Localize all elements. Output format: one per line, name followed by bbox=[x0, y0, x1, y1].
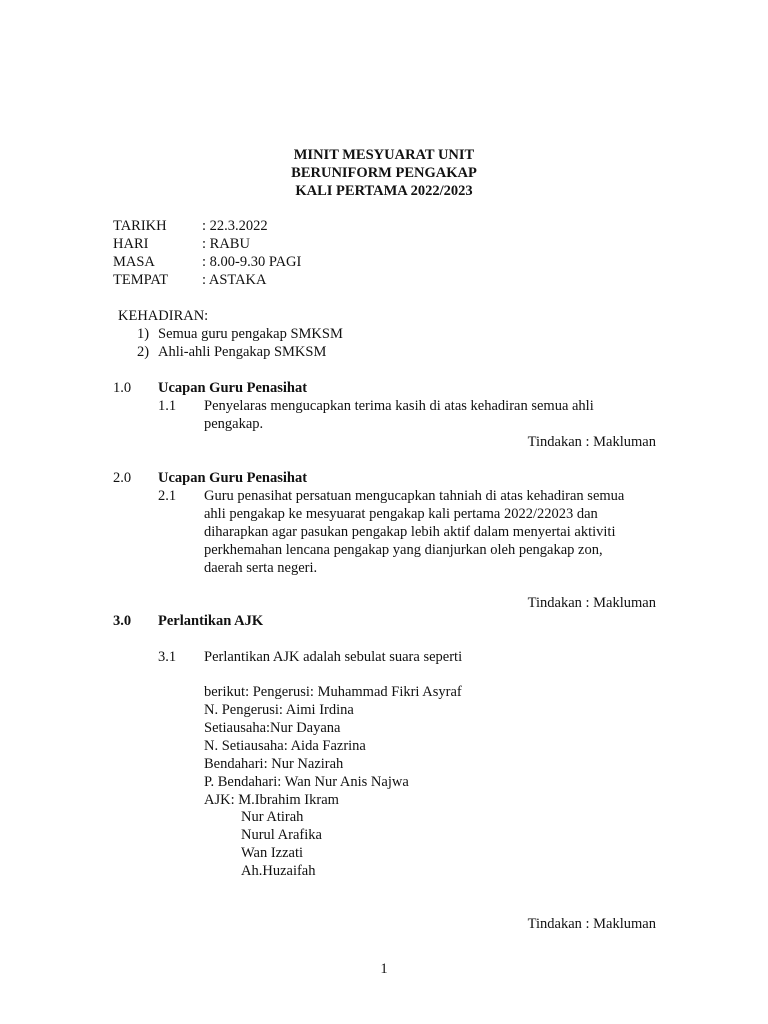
meta-value-day: : RABU bbox=[202, 236, 250, 252]
committee-member: N. Pengerusi: Aimi Irdina bbox=[204, 702, 354, 718]
subsection-text-line: pengakap. bbox=[204, 416, 264, 432]
subsection-text-line: ahli pengakap ke mesyuarat pengakap kali pertama 2022/22023 dan bbox=[204, 506, 598, 522]
subsection-number: 2.1 bbox=[158, 488, 177, 504]
meta-label-place: TEMPAT bbox=[113, 272, 169, 288]
committee-member: berikut: Pengerusi: Muhammad Fikri Asyraf bbox=[204, 684, 462, 700]
attendance-item-number: 1) bbox=[137, 326, 150, 342]
committee-member: AJK: M.Ibrahim Ikram bbox=[204, 792, 339, 808]
title-line-3: KALI PERTAMA 2022/2023 bbox=[295, 183, 473, 199]
section-heading: Ucapan Guru Penasihat bbox=[158, 380, 308, 396]
attendance-item-text: Semua guru pengakap SMKSM bbox=[158, 326, 343, 342]
committee-member: Nur Atirah bbox=[241, 809, 304, 825]
action-note: Tindakan : Makluman bbox=[527, 916, 656, 932]
subsection-number: 1.1 bbox=[158, 398, 177, 414]
title-line-2: BERUNIFORM PENGAKAP bbox=[291, 165, 477, 181]
subsection-text-line: Perlantikan AJK adalah sebulat suara seperti bbox=[204, 649, 463, 665]
section-number: 2.0 bbox=[113, 470, 132, 486]
committee-member: N. Setiausaha: Aida Fazrina bbox=[204, 738, 366, 754]
section-number: 3.0 bbox=[113, 613, 132, 629]
subsection-text-line: Penyelaras mengucapkan terima kasih di atas kehadiran semua ahli bbox=[204, 398, 594, 414]
attendance-item-number: 2) bbox=[137, 344, 150, 360]
committee-member: Wan Izzati bbox=[241, 845, 304, 861]
committee-member: Ah.Huzaifah bbox=[241, 863, 316, 879]
committee-member: Nurul Arafika bbox=[241, 827, 322, 843]
committee-member: Setiausaha:Nur Dayana bbox=[204, 720, 341, 736]
subsection-text-line: Guru penasihat persatuan mengucapkan tahniah di atas kehadiran semua bbox=[204, 488, 625, 504]
meta-value-place: : ASTAKA bbox=[202, 272, 267, 288]
subsection-text-line: diharapkan agar pasukan pengakap lebih aktif dalam menyertai aktiviti bbox=[204, 524, 616, 540]
meta-label-time: MASA bbox=[113, 254, 155, 270]
attendance-label: KEHADIRAN: bbox=[118, 308, 209, 324]
attendance-item-text: Ahli-ahli Pengakap SMKSM bbox=[158, 344, 327, 360]
section-number: 1.0 bbox=[113, 380, 132, 396]
committee-member: Bendahari: Nur Nazirah bbox=[204, 756, 344, 772]
committee-member: P. Bendahari: Wan Nur Anis Najwa bbox=[204, 774, 409, 790]
document-title bbox=[0, 146, 768, 200]
action-note: Tindakan : Makluman bbox=[527, 595, 656, 611]
action-note: Tindakan : Makluman bbox=[527, 434, 656, 450]
page-number: 1 bbox=[380, 961, 388, 977]
subsection-text-line: daerah serta negeri. bbox=[204, 560, 318, 576]
meta-value-date: : 22.3.2022 bbox=[202, 218, 268, 234]
subsection-number: 3.1 bbox=[158, 649, 177, 665]
meta-value-time: : 8.00-9.30 PAGI bbox=[202, 254, 302, 270]
meta-label-date: TARIKH bbox=[113, 218, 167, 234]
section-heading: Ucapan Guru Penasihat bbox=[158, 470, 308, 486]
subsection-text-line: perkhemahan lencana pengakap yang dianjurkan oleh pengakap zon, bbox=[204, 542, 603, 558]
meta-label-day: HARI bbox=[113, 236, 149, 252]
title-line-1: MINIT MESYUARAT UNIT bbox=[293, 147, 475, 163]
section-heading: Perlantikan AJK bbox=[158, 613, 264, 629]
